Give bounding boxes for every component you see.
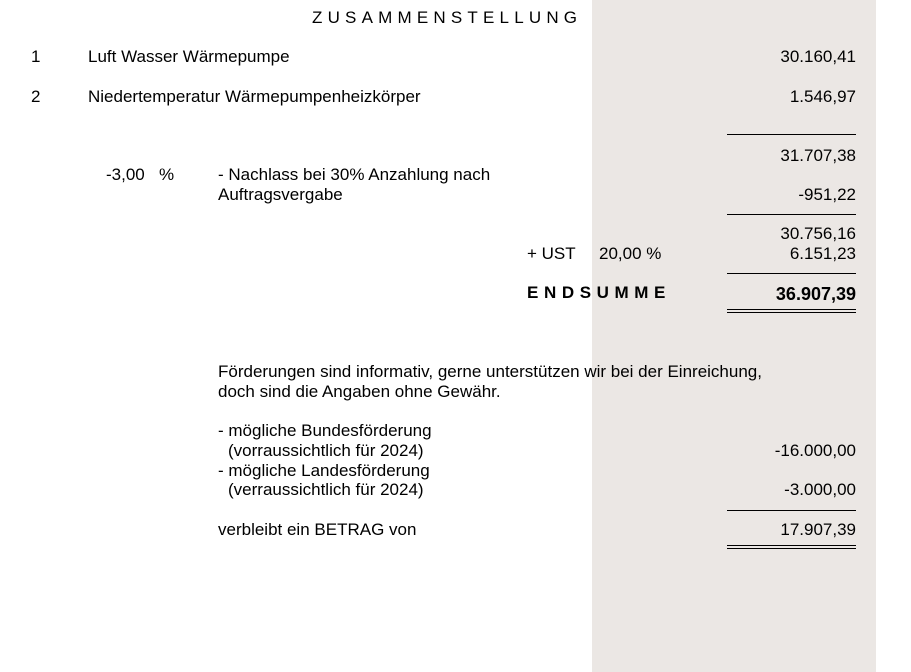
remaining-rule [727, 510, 856, 511]
discount-unit: % [159, 165, 175, 184]
funding-note-continued: doch sind die Angaben ohne Gewähr. [218, 382, 501, 401]
subtotal-rule [727, 134, 856, 135]
federal-funding-note: (vorraussichtlich für 2024) [228, 441, 424, 460]
remaining-amount: 17.907,39 [780, 520, 856, 539]
vat-rate: 20,00 % [599, 244, 662, 263]
total-label: ENDSUMME [527, 283, 671, 302]
page-title: ZUSAMMENSTELLUNG [312, 8, 583, 27]
position-description: Niedertemperatur Wärmepumpenheizkörper [88, 87, 421, 106]
federal-funding-amount: -16.000,00 [774, 441, 856, 460]
state-funding-note: (verraussichtlich für 2024) [228, 480, 424, 499]
discount-label-continued: Auftragsvergabe [218, 185, 343, 204]
state-funding-label: - mögliche Landesförderung [218, 461, 430, 480]
net-rule [727, 214, 856, 215]
vat-label: + UST [527, 244, 576, 263]
remaining-double-rule [727, 545, 856, 549]
discount-label: - Nachlass bei 30% Anzahlung nach [218, 165, 491, 184]
funding-note: Förderungen sind informativ, gerne unterstützen wir bei der Einreichung, [218, 362, 762, 381]
position-description: Luft Wasser Wärmepumpe [88, 47, 290, 66]
net-amount: 30.756,16 [780, 224, 856, 243]
federal-funding-label: - mögliche Bundesförderung [218, 421, 432, 440]
position-number: 2 [31, 87, 41, 106]
position-amount: 1.546,97 [789, 87, 856, 106]
vat-amount: 6.151,23 [789, 244, 856, 263]
total-double-rule [727, 309, 856, 313]
remaining-label: verbleibt ein BETRAG von [218, 520, 417, 539]
state-funding-amount: -3.000,00 [784, 480, 856, 499]
total-rule [727, 273, 856, 274]
subtotal-amount: 31.707,38 [780, 146, 856, 165]
discount-rate: -3,00 [106, 165, 145, 184]
discount-amount: -951,22 [798, 185, 856, 204]
position-amount: 30.160,41 [780, 47, 856, 66]
total-amount: 36.907,39 [775, 284, 856, 304]
position-number: 1 [31, 47, 41, 66]
